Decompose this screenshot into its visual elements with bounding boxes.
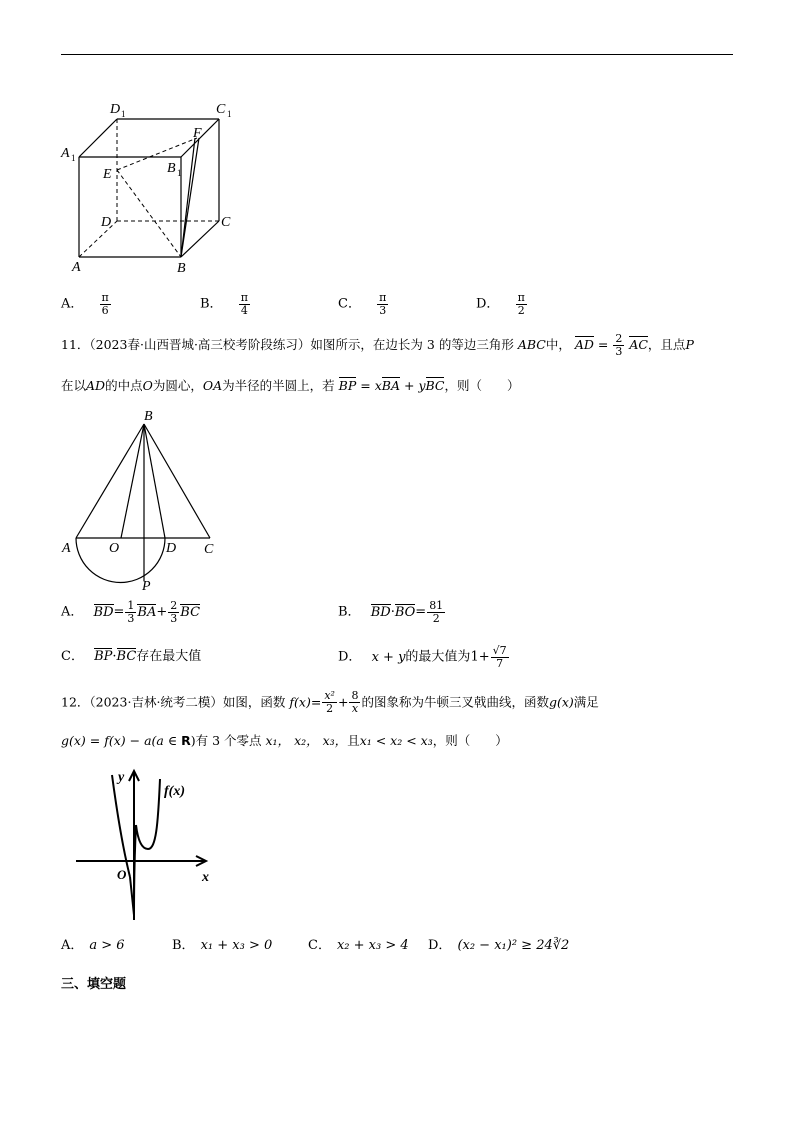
vector-bc: BC bbox=[180, 604, 201, 620]
q12-option-a[interactable] bbox=[61, 938, 125, 954]
text: 为半径的半圆上，若 bbox=[222, 378, 335, 393]
label-C: C bbox=[221, 215, 231, 230]
vector-bc: BC bbox=[116, 649, 137, 664]
vector-ac: AC bbox=[629, 337, 648, 352]
question-source: （2023春·山西晋城·高三校考阶段练习）如图所示，在边长为 3 的等边三角形 bbox=[89, 337, 514, 352]
label-C: C bbox=[204, 542, 214, 557]
frac-den: 3 bbox=[127, 612, 135, 625]
text: ，则（ ） bbox=[444, 378, 520, 393]
q11-option-d[interactable] bbox=[338, 645, 510, 670]
equals: = bbox=[310, 694, 322, 710]
section-heading: 三、填空题 bbox=[61, 977, 127, 992]
point-o: O bbox=[142, 378, 153, 393]
frac-num: 2 bbox=[615, 332, 623, 345]
question-number: 12． bbox=[61, 694, 90, 710]
option-text: 存在最大值 bbox=[136, 649, 202, 664]
text: ，则（ ） bbox=[432, 733, 508, 748]
text: 的中点 bbox=[105, 378, 143, 393]
q12-stem-line2 bbox=[61, 733, 508, 749]
frac-den: x bbox=[351, 702, 359, 715]
label-B: B bbox=[177, 261, 186, 276]
option-letter: C． bbox=[338, 296, 361, 312]
option-expr: (x₂ − x₁)² ≥ 24∛2 bbox=[457, 938, 570, 953]
option-letter: C． bbox=[61, 649, 84, 664]
option-den: 4 bbox=[240, 304, 248, 317]
zero-x3: x₃， bbox=[322, 733, 348, 748]
q12-option-d[interactable] bbox=[428, 938, 569, 954]
label-A: A bbox=[72, 260, 81, 275]
label-E: E bbox=[103, 167, 112, 182]
vector-bd: BD bbox=[370, 604, 391, 620]
text: 有 3 个零点 bbox=[195, 733, 262, 748]
frac-den: 3 bbox=[615, 345, 623, 358]
q12-option-c[interactable] bbox=[308, 938, 409, 954]
label-A1-sub: 1 bbox=[71, 153, 76, 163]
option-letter: A． bbox=[61, 938, 84, 953]
label-B1: B bbox=[167, 161, 176, 176]
plus: + bbox=[156, 604, 168, 620]
vector-ba: BA bbox=[381, 378, 400, 393]
label-D: D bbox=[101, 215, 112, 230]
triangle-figure bbox=[58, 405, 228, 595]
plus: + bbox=[337, 694, 349, 710]
label-P: P bbox=[142, 579, 151, 594]
frac-num: 2 bbox=[170, 599, 178, 612]
axis-label-x: x bbox=[202, 870, 209, 885]
segment-ad: AD bbox=[86, 378, 106, 393]
text: 且 bbox=[347, 733, 360, 748]
option-letter: C． bbox=[308, 938, 331, 953]
equals: = bbox=[360, 378, 371, 393]
option-const: 1+ bbox=[470, 649, 490, 665]
q11-stem-line2 bbox=[61, 378, 520, 394]
equals: = bbox=[415, 604, 427, 620]
q11-option-a[interactable] bbox=[61, 600, 200, 625]
frac-num: √7 bbox=[492, 644, 507, 657]
zero-x2: x₂， bbox=[294, 733, 319, 748]
label-A1: A bbox=[61, 146, 70, 161]
label-O: O bbox=[109, 541, 120, 556]
q10-option-b[interactable] bbox=[200, 292, 251, 317]
label-A: A bbox=[62, 541, 71, 556]
option-expr: x₁ + x₃ > 0 bbox=[200, 938, 273, 953]
label-F: F bbox=[193, 126, 202, 141]
option-expr: a > 6 bbox=[89, 938, 125, 953]
option-den: 2 bbox=[517, 304, 525, 317]
label-B: B bbox=[144, 409, 153, 424]
func-g: g(x) bbox=[548, 694, 574, 710]
var-y: y bbox=[418, 378, 426, 393]
zero-x1: x₁， bbox=[265, 733, 291, 748]
var-x: x bbox=[374, 378, 382, 393]
q12-option-b[interactable] bbox=[172, 938, 272, 954]
vector-bc: BC bbox=[425, 378, 445, 393]
origin-label: O bbox=[117, 867, 127, 882]
vector-ad: AD bbox=[574, 337, 594, 352]
option-num: π bbox=[379, 291, 387, 304]
vector-bd: BD bbox=[93, 604, 114, 620]
equals: = bbox=[113, 604, 125, 620]
frac-num: 1 bbox=[127, 599, 135, 612]
text: 在以 bbox=[61, 378, 87, 393]
triangle-name: ABC bbox=[517, 337, 546, 352]
q10-option-a[interactable] bbox=[61, 292, 112, 317]
axis-label-y: y bbox=[118, 770, 125, 785]
option-num: π bbox=[517, 291, 525, 304]
option-letter: A． bbox=[61, 604, 84, 620]
func-f: f(x) bbox=[289, 694, 311, 710]
frac-den: 2 bbox=[326, 702, 334, 715]
text: 中， bbox=[545, 337, 571, 352]
option-den: 6 bbox=[101, 304, 109, 317]
dot: · bbox=[112, 649, 117, 664]
vector-bo: BO bbox=[394, 604, 416, 620]
vector-bp: BP bbox=[338, 378, 357, 393]
inequality: x₁ < x₂ < x₃ bbox=[359, 733, 433, 748]
label-C1: C bbox=[216, 102, 226, 117]
option-letter: D． bbox=[338, 649, 362, 665]
label-D1: D bbox=[110, 102, 121, 117]
label-D1-sub: 1 bbox=[121, 109, 126, 119]
frac-num: 8 bbox=[351, 689, 359, 702]
frac-den: 7 bbox=[496, 657, 504, 670]
q10-option-d[interactable] bbox=[476, 292, 528, 317]
option-expr: x₂ + x₃ > 4 bbox=[336, 938, 409, 953]
option-den: 3 bbox=[379, 304, 387, 317]
option-expr: x + y bbox=[371, 649, 406, 665]
dot: · bbox=[390, 604, 395, 620]
vector-bp: BP bbox=[94, 649, 113, 664]
option-num: π bbox=[101, 291, 109, 304]
option-letter: B． bbox=[172, 938, 195, 953]
frac-num: 81 bbox=[429, 599, 444, 612]
question-source: （2023·吉林·统考二模）如图，函数 bbox=[89, 694, 286, 710]
equals: = bbox=[597, 337, 609, 352]
vector-ba: BA bbox=[137, 604, 157, 620]
equation: g(x) = f(x) − a(a ∈ bbox=[61, 733, 182, 748]
curve-label-fx: f(x) bbox=[164, 784, 185, 799]
label-D: D bbox=[166, 541, 177, 556]
text: 为圆心， bbox=[152, 378, 203, 393]
q12-stem-line1 bbox=[61, 690, 599, 715]
real-set: R bbox=[181, 733, 191, 748]
label-C1-sub: 1 bbox=[227, 109, 232, 119]
point-p: P bbox=[685, 337, 694, 352]
option-letter: D． bbox=[476, 296, 500, 312]
text: 的图象称为牛顿三叉戟曲线，函数 bbox=[361, 694, 549, 710]
frac-den: 3 bbox=[170, 612, 178, 625]
q11-stem-line1 bbox=[61, 333, 694, 358]
question-number: 11． bbox=[61, 337, 90, 352]
header-rule bbox=[61, 54, 733, 55]
q10-option-c[interactable] bbox=[338, 292, 389, 317]
option-letter: B． bbox=[200, 296, 223, 312]
option-num: π bbox=[240, 291, 248, 304]
text: ，且点 bbox=[647, 337, 686, 352]
text: ) bbox=[190, 733, 196, 748]
label-B1-sub: 1 bbox=[177, 168, 182, 178]
segment-oa: OA bbox=[202, 378, 223, 393]
option-letter: B． bbox=[338, 604, 361, 620]
option-text: 的最大值为 bbox=[405, 649, 471, 665]
trident-graph bbox=[70, 765, 230, 925]
frac-num: x² bbox=[324, 689, 335, 702]
q11-option-b[interactable] bbox=[338, 600, 446, 625]
q11-option-c[interactable] bbox=[61, 649, 201, 665]
option-letter: D． bbox=[428, 938, 452, 953]
plus: + bbox=[403, 378, 415, 393]
option-letter: A． bbox=[61, 296, 84, 312]
cube-figure bbox=[55, 95, 245, 280]
frac-den: 2 bbox=[432, 612, 440, 625]
text: 满足 bbox=[573, 694, 599, 710]
